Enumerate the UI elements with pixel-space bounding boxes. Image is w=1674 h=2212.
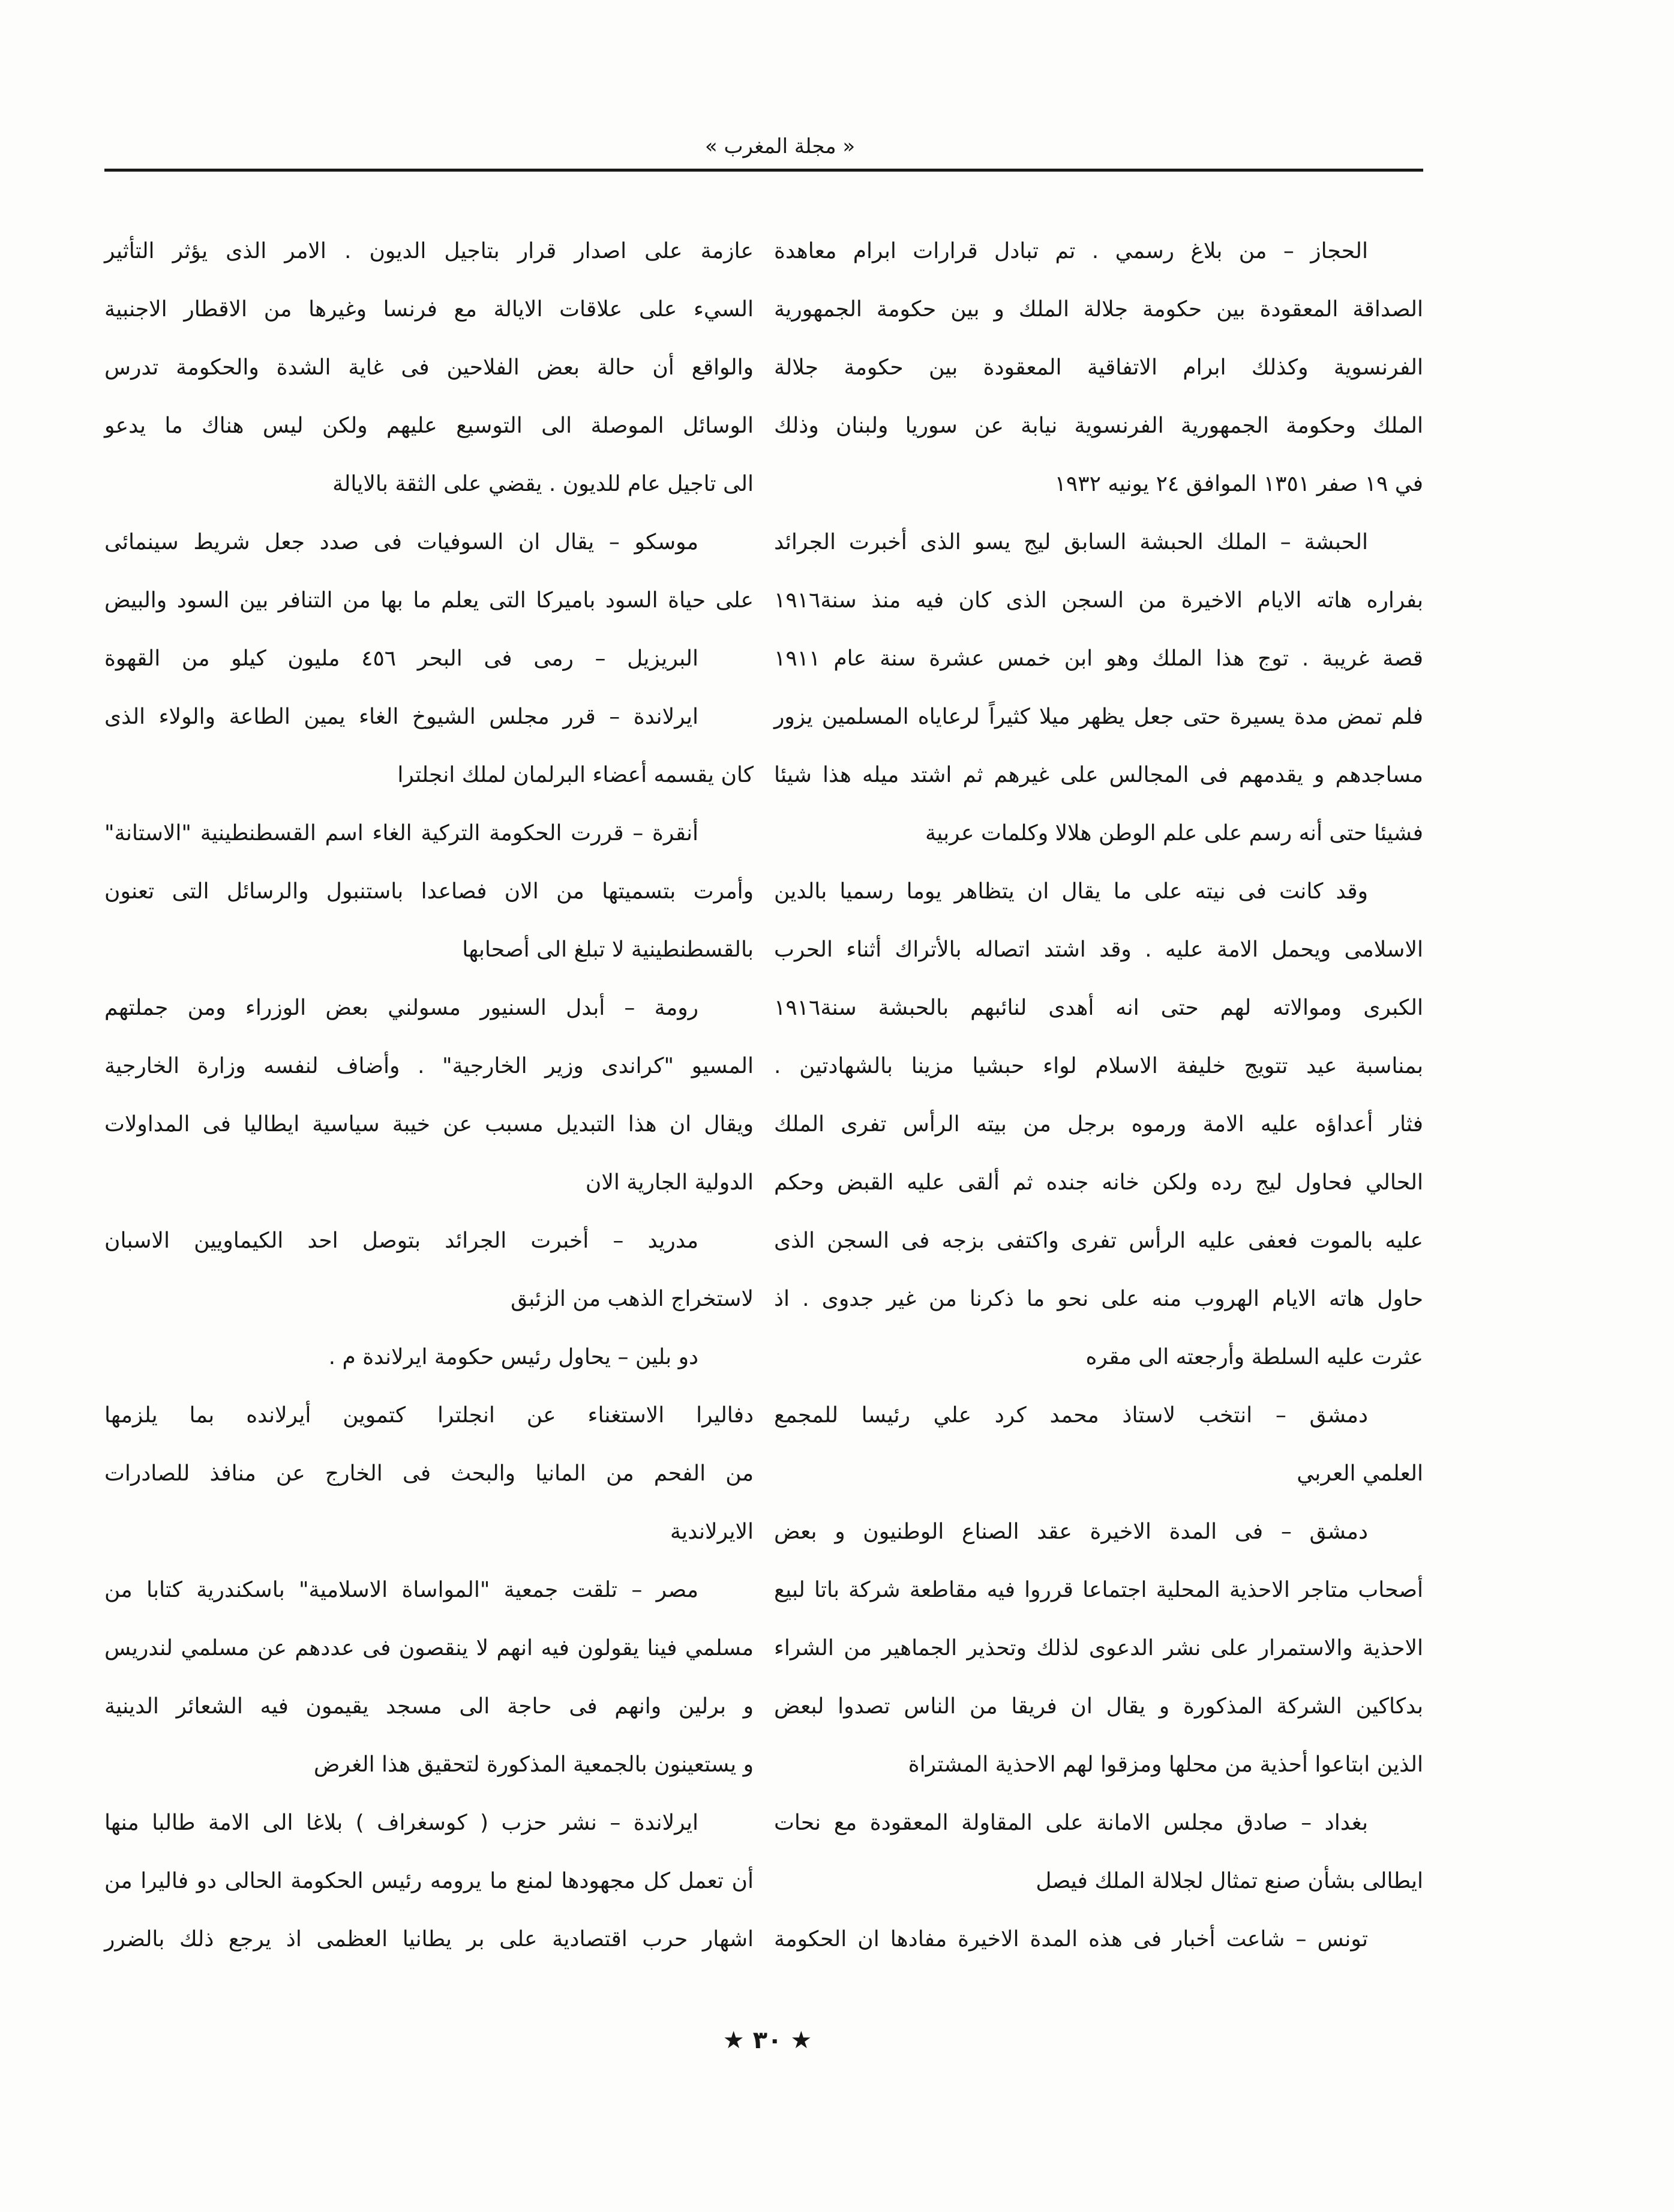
text-line: الحجاز – من بلاغ رسمي . تم تبادل قرارات ابرام معاهدة: [774, 239, 1368, 263]
text-line: في ١٩ صفر ١٣٥١ الموافق ٢٤ يونيه ١٩٣٢: [1054, 472, 1423, 496]
text-line: السيء على علاقات الايالة مع فرنسا وغيرها من الاقطار الاجنبية: [104, 297, 754, 322]
text-line: فشيئا حتى أنه رسم على علم الوطن هلالا وكلمات عربية: [925, 821, 1423, 846]
text-line: بفراره هاته الايام الاخيرة من السجن الذى كان فيه منذ سنة١٩١٦: [774, 588, 1423, 613]
news-item: [774, 1910, 1423, 1968]
text-line: الاحذية والاستمرار على نشر الدعوى لذلك وتحذير الجماهير من الشراء: [774, 1636, 1423, 1661]
news-item: [104, 688, 754, 804]
page-number: ★ ٣٠ ★: [722, 2027, 812, 2054]
news-item: [104, 513, 754, 630]
text-line: العلمي العربي: [1297, 1461, 1423, 1486]
news-item: [104, 804, 754, 979]
text-line: الملك وحكومة الجمهورية الفرنسوية نيابة عن سوريا ولبنان وذلك: [774, 413, 1423, 438]
text-line: و يستعينون بالجمعية المذكورة لتحقيق هذا الغرض: [313, 1752, 754, 1777]
text-line: فلم تمض مدة يسيرة حتى جعل يظهر ميلا كثيراً لرعاياه المسلمين يزور: [774, 705, 1423, 729]
text-line: دمشق – فى المدة الاخيرة عقد الصناع الوطنيون و بعض: [774, 1519, 1368, 1544]
text-line: الايرلاندية: [670, 1519, 754, 1544]
news-item: [774, 1794, 1423, 1910]
magazine-title: « مجلة المغرب »: [704, 134, 856, 158]
text-line: رومة – أبدل السنيور مسولني بعض الوزراء ومن جملتهم: [104, 996, 698, 1020]
text-line: لاستخراج الذهب من الزئبق: [511, 1287, 754, 1311]
text-line: وأمرت بتسميتها من الان فصاعدا باستنبول والرسائل التى تعنون: [104, 879, 754, 904]
text-line: دمشق – انتخب لاستاذ محمد كرد علي رئيسا للمجمع: [774, 1403, 1368, 1428]
left-column: [104, 222, 754, 1968]
text-line: تونس – شاعت أخبار فى هذه المدة الاخيرة مفادها ان الحكومة: [774, 1927, 1368, 1952]
right-column: [774, 222, 1423, 1968]
text-line: الاسلامى ويحمل الامة عليه . وقد اشتد اتصاله بالأتراك أثناء الحرب: [774, 937, 1423, 962]
text-line: مدريد – أخبرت الجرائد بتوصل احد الكيماويين الاسبان: [104, 1228, 698, 1253]
text-line: فثار أعداؤه عليه الامة ورموه برجل من بيته الرأس تفرى الملك: [774, 1112, 1423, 1137]
text-line: المسيو "كراندى وزير الخارجية" . وأضاف لنفسه وزارة الخارجية: [104, 1054, 754, 1078]
news-item: [774, 862, 1423, 1386]
text-line: ايرلاندة – قرر مجلس الشيوخ الغاء يمين الطاعة والولاء الذى: [104, 705, 698, 729]
news-item: [774, 1386, 1423, 1503]
text-line: الكبرى وموالاته لهم حتى انه أهدى لنائبهم بالحبشة سنة١٩١٦: [774, 996, 1423, 1020]
text-line: الى تاجيل عام للديون . يقضي على الثقة بالايالة: [332, 472, 754, 496]
text-line: عليه بالموت فعفى عليه الرأس تفرى واكتفى بزجه فى السجن الذى: [774, 1228, 1423, 1253]
text-line: ايرلاندة – نشر حزب ( كوسغراف ) بلاغا الى الامة طالبا منها: [104, 1811, 698, 1835]
news-item: [104, 1794, 754, 1968]
text-line: البريزيل – رمى فى البحر ٤٥٦ مليون كيلو من القهوة: [104, 646, 699, 671]
text-line: حاول هاته الايام الهروب منه على نحو ما ذكرنا من غير جدوى . اذ: [774, 1287, 1423, 1311]
text-line: الدولية الجارية الان: [585, 1170, 754, 1195]
text-line: أصحاب متاجر الاحذية المحلية اجتماعا قرروا فيه مقاطعة شركة باتا لبيع: [774, 1578, 1423, 1602]
news-item: [104, 630, 754, 688]
news-item: [104, 1212, 754, 1328]
news-item: [774, 513, 1423, 862]
text-line: أنقرة – قررت الحكومة التركية الغاء اسم القسطنطينية "الاستانة": [104, 821, 698, 846]
text-line: مسلمي فينا يقولون فيه انهم لا ينقصون فى عددهم عن مسلمي لندريس: [104, 1636, 754, 1661]
text-line: ايطالى بشأن صنع تمثال لجلالة الملك فيصل: [1036, 1869, 1423, 1893]
text-line: دفاليرا الاستغناء عن انجلترا كتموين أيرلانده بما يلزمها: [104, 1403, 754, 1428]
news-item: [104, 1328, 754, 1561]
text-line: ويقال ان هذا التبديل مسبب عن خيبة سياسية ايطاليا فى المداولات: [104, 1112, 754, 1137]
text-line: الحبشة – الملك الحبشة السابق ليج يسو الذى أخبرت الجرائد: [774, 530, 1368, 555]
text-line: و برلين وانهم فى حاجة الى مسجد يقيمون فيه الشعائر الدينية: [104, 1694, 754, 1719]
text-line: قصة غريبة . توج هذا الملك وهو ابن خمس عشرة سنة عام ١٩١١: [774, 646, 1423, 671]
text-line: الفرنسوية وكذلك ابرام الاتفاقية المعقودة بين حكومة جلالة: [774, 355, 1423, 380]
text-line: والواقع أن حالة بعض الفلاحين فى غاية الشدة والحكومة تدرس: [104, 355, 754, 380]
news-item: [104, 1561, 754, 1794]
news-item: [774, 222, 1423, 513]
text-line: اشهار حرب اقتصادية على بر يطانيا العظمى اذ يرجع ذلك بالضرر: [104, 1927, 754, 1952]
text-line: الوسائل الموصلة الى التوسيع عليهم ولكن ليس هناك ما يدعو: [104, 413, 754, 438]
text-line: بالقسطنطينية لا تبلغ الى أصحابها: [462, 937, 754, 962]
news-item: [104, 222, 754, 513]
text-line: عازمة على اصدار قرار بتاجيل الديون . الامر الذى يؤثر التأثير: [104, 239, 754, 263]
text-line: مساجدهم و يقدمهم فى المجالس على غيرهم ثم اشتد ميله هذا شيئا: [774, 763, 1423, 787]
text-line: على حياة السود باميركا التى يعلم ما بها من التنافر بين السود والبيض: [104, 588, 754, 613]
text-line: بمناسبة عيد تتويج خليفة الاسلام لواء حبشيا مزينا بالشهادتين .: [774, 1054, 1423, 1078]
text-line: عثرت عليه السلطة وأرجعته الى مقره: [1085, 1345, 1423, 1369]
text-line: بغداد – صادق مجلس الامانة على المقاولة المعقودة مع نحات: [774, 1811, 1368, 1835]
text-line: كان يقسمه أعضاء البرلمان لملك انجلترا: [397, 763, 754, 787]
text-line: الحالي فحاول ليج رده ولكن خانه جنده ثم ألقى عليه القبض وحكم: [774, 1170, 1423, 1195]
text-line: من الفحم من المانيا والبحث فى الخارج عن منافذ للصادرات: [104, 1461, 754, 1486]
news-item: [774, 1503, 1423, 1794]
text-line: موسكو – يقال ان السوفيات فى صدد جعل شريط سينمائى: [104, 530, 698, 555]
header-rule: [104, 169, 1423, 172]
text-line: وقد كانت فى نيته على ما يقال ان يتظاهر يوما رسميا بالدين: [774, 879, 1368, 904]
text-line: بدكاكين الشركة المذكورة و يقال ان فريقا من الناس تصدوا لبعض: [774, 1694, 1423, 1719]
text-line: مصر – تلقت جمعية "المواساة الاسلامية" باسكندرية كتابا من: [104, 1578, 698, 1602]
text-line: أن تعمل كل مجهودها لمنع ما يرومه رئيس الحكومة الحالى دو فاليرا من: [104, 1869, 754, 1893]
text-line: الذين ابتاعوا أحذية من محلها ومزقوا لهم الاحذية المشتراة: [908, 1752, 1423, 1777]
text-line: الصداقة المعقودة بين حكومة جلالة الملك و بين حكومة الجمهورية: [774, 297, 1423, 322]
text-line: دو بلين – يحاول رئيس حكومة ايرلاندة م .: [328, 1345, 698, 1369]
news-item: [104, 979, 754, 1212]
